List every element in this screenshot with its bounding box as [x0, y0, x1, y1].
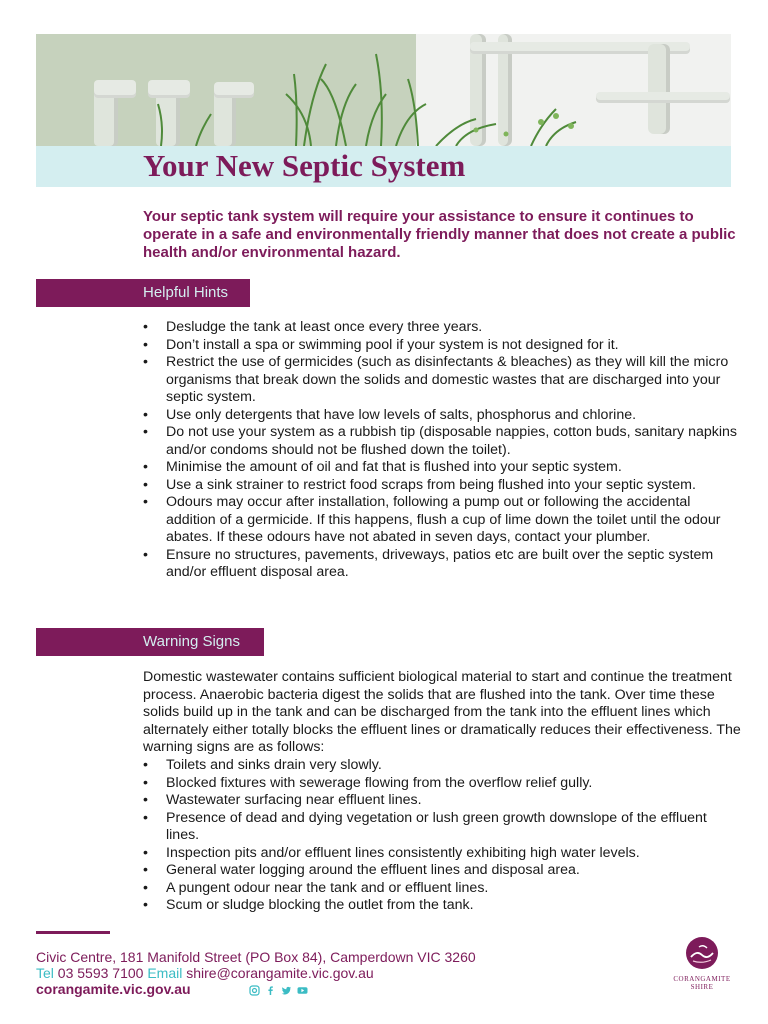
warning-signs-paragraph: Domestic wastewater contains sufficient biological material to start and continue the treatment process. Anaerobic bacteria digest the solids that are flushed into the tank. Over time these solids build up in the tank and can be discharged from the tank into the effluent lines which alternately either totally blocks the effluent lines or dramatically reduces their effectiveness. The warning signs are as follows: [143, 669, 741, 756]
list-item: • General water logging around the effluent lines and disposal area. [143, 862, 580, 878]
list-item: • Blocked fixtures with sewerage flowing from the overflow relief gully. [143, 774, 593, 791]
email-label: Email [147, 965, 183, 981]
tel-label: Tel [36, 965, 54, 981]
facebook-icon[interactable] [265, 983, 276, 994]
section-header-warning-signs [36, 628, 264, 656]
twitter-icon[interactable] [281, 983, 292, 994]
list-item: • Odours may occur after installation, following a pump out or following the accidental addition of a germicide. If this happens, flush a cup of lime down the toilet until the odour abates. If these odours have not abated in seven days, contact your plumber. [143, 494, 721, 545]
header-banner-image [36, 34, 731, 146]
social-icons [249, 983, 308, 994]
list-item: • Scum or sludge blocking the outlet from the tank. [143, 897, 474, 913]
bullet: • [143, 774, 148, 791]
bullet: • [143, 879, 148, 896]
list-item: • Use only detergents that have low levels of salts, phosphorus and chlorine. [143, 406, 637, 423]
intro-text: Your septic tank system will require your assistance to ensure it continues to operate in a safe and environmentally friendly manner that does not create a public health and/or environmental hazard. [143, 208, 736, 261]
bullet: • [143, 494, 148, 510]
bullet: • [143, 406, 148, 423]
helpful-hints-list [143, 319, 743, 582]
list-item: • Do not use your system as a rubbish tip (disposable nappies, cotton buds, sanitary napkins and/or condoms should not be flushed down the toilet). [143, 424, 737, 458]
bullet: • [143, 546, 148, 563]
section-heading: Warning Signs [143, 633, 240, 650]
bullet: • [143, 336, 148, 353]
bullet: • [143, 809, 148, 826]
instagram-icon[interactable] [249, 983, 260, 994]
list-item: • Minimise the amount of oil and fat that is flushed into your septic system. [143, 459, 622, 475]
bullet: • [143, 862, 148, 878]
youtube-icon[interactable] [297, 983, 308, 994]
bullet: • [143, 476, 148, 493]
list-item: • A pungent odour near the tank and or effluent lines. [143, 879, 489, 896]
warning-signs-list [143, 757, 743, 915]
footer-contact [36, 965, 374, 981]
shire-emblem-icon [685, 936, 719, 970]
corangamite-shire-logo [670, 936, 734, 991]
list-item: • Inspection pits and/or effluent lines consistently exhibiting high water levels. [143, 844, 640, 861]
logo-text-line2: SHIRE [690, 983, 714, 991]
bullet: • [143, 844, 148, 861]
list-item: • Don’t install a spa or swimming pool if your system is not designed for it. [143, 336, 619, 353]
logo-text-line1: CORANGAMITE [673, 975, 731, 983]
list-item: • Use a sink strainer to restrict food scraps from being flushed into your septic system. [143, 476, 696, 493]
list-item: • Presence of dead and dying vegetation or lush green growth downslope of the effluent lines. [143, 809, 707, 843]
bullet: • [143, 897, 148, 913]
bullet: • [143, 319, 148, 335]
bullet: • [143, 354, 148, 370]
bullet: • [143, 459, 148, 475]
list-item: • Ensure no structures, pavements, driveways, patios etc are built over the septic system and/or effluent disposal area. [143, 546, 714, 580]
footer-divider [36, 931, 110, 934]
section-header-helpful-hints [36, 279, 250, 307]
section-heading: Helpful Hints [143, 284, 229, 301]
page-title: Your New Septic System [143, 148, 466, 183]
bullet: • [143, 757, 148, 773]
footer-address: Civic Centre, 181 Manifold Street (PO Box 84), Camperdown VIC 3260 [36, 949, 476, 965]
email-link[interactable]: shire@corangamite.vic.gov.au [186, 965, 374, 981]
list-item: • Wastewater surfacing near effluent lines. [143, 792, 422, 808]
tel-number[interactable]: 03 5593 7100 [57, 965, 144, 981]
bullet: • [143, 424, 148, 440]
bullet: • [143, 792, 148, 808]
list-item: • Toilets and sinks drain very slowly. [143, 757, 382, 773]
list-item: • Restrict the use of germicides (such as disinfectants & bleaches) as they will kill the micro organisms that break down the solids and domestic wastes that are discharged into your septic system. [143, 354, 729, 405]
list-item: • Desludge the tank at least once every three years. [143, 319, 483, 335]
website-link[interactable]: corangamite.vic.gov.au [36, 981, 191, 997]
